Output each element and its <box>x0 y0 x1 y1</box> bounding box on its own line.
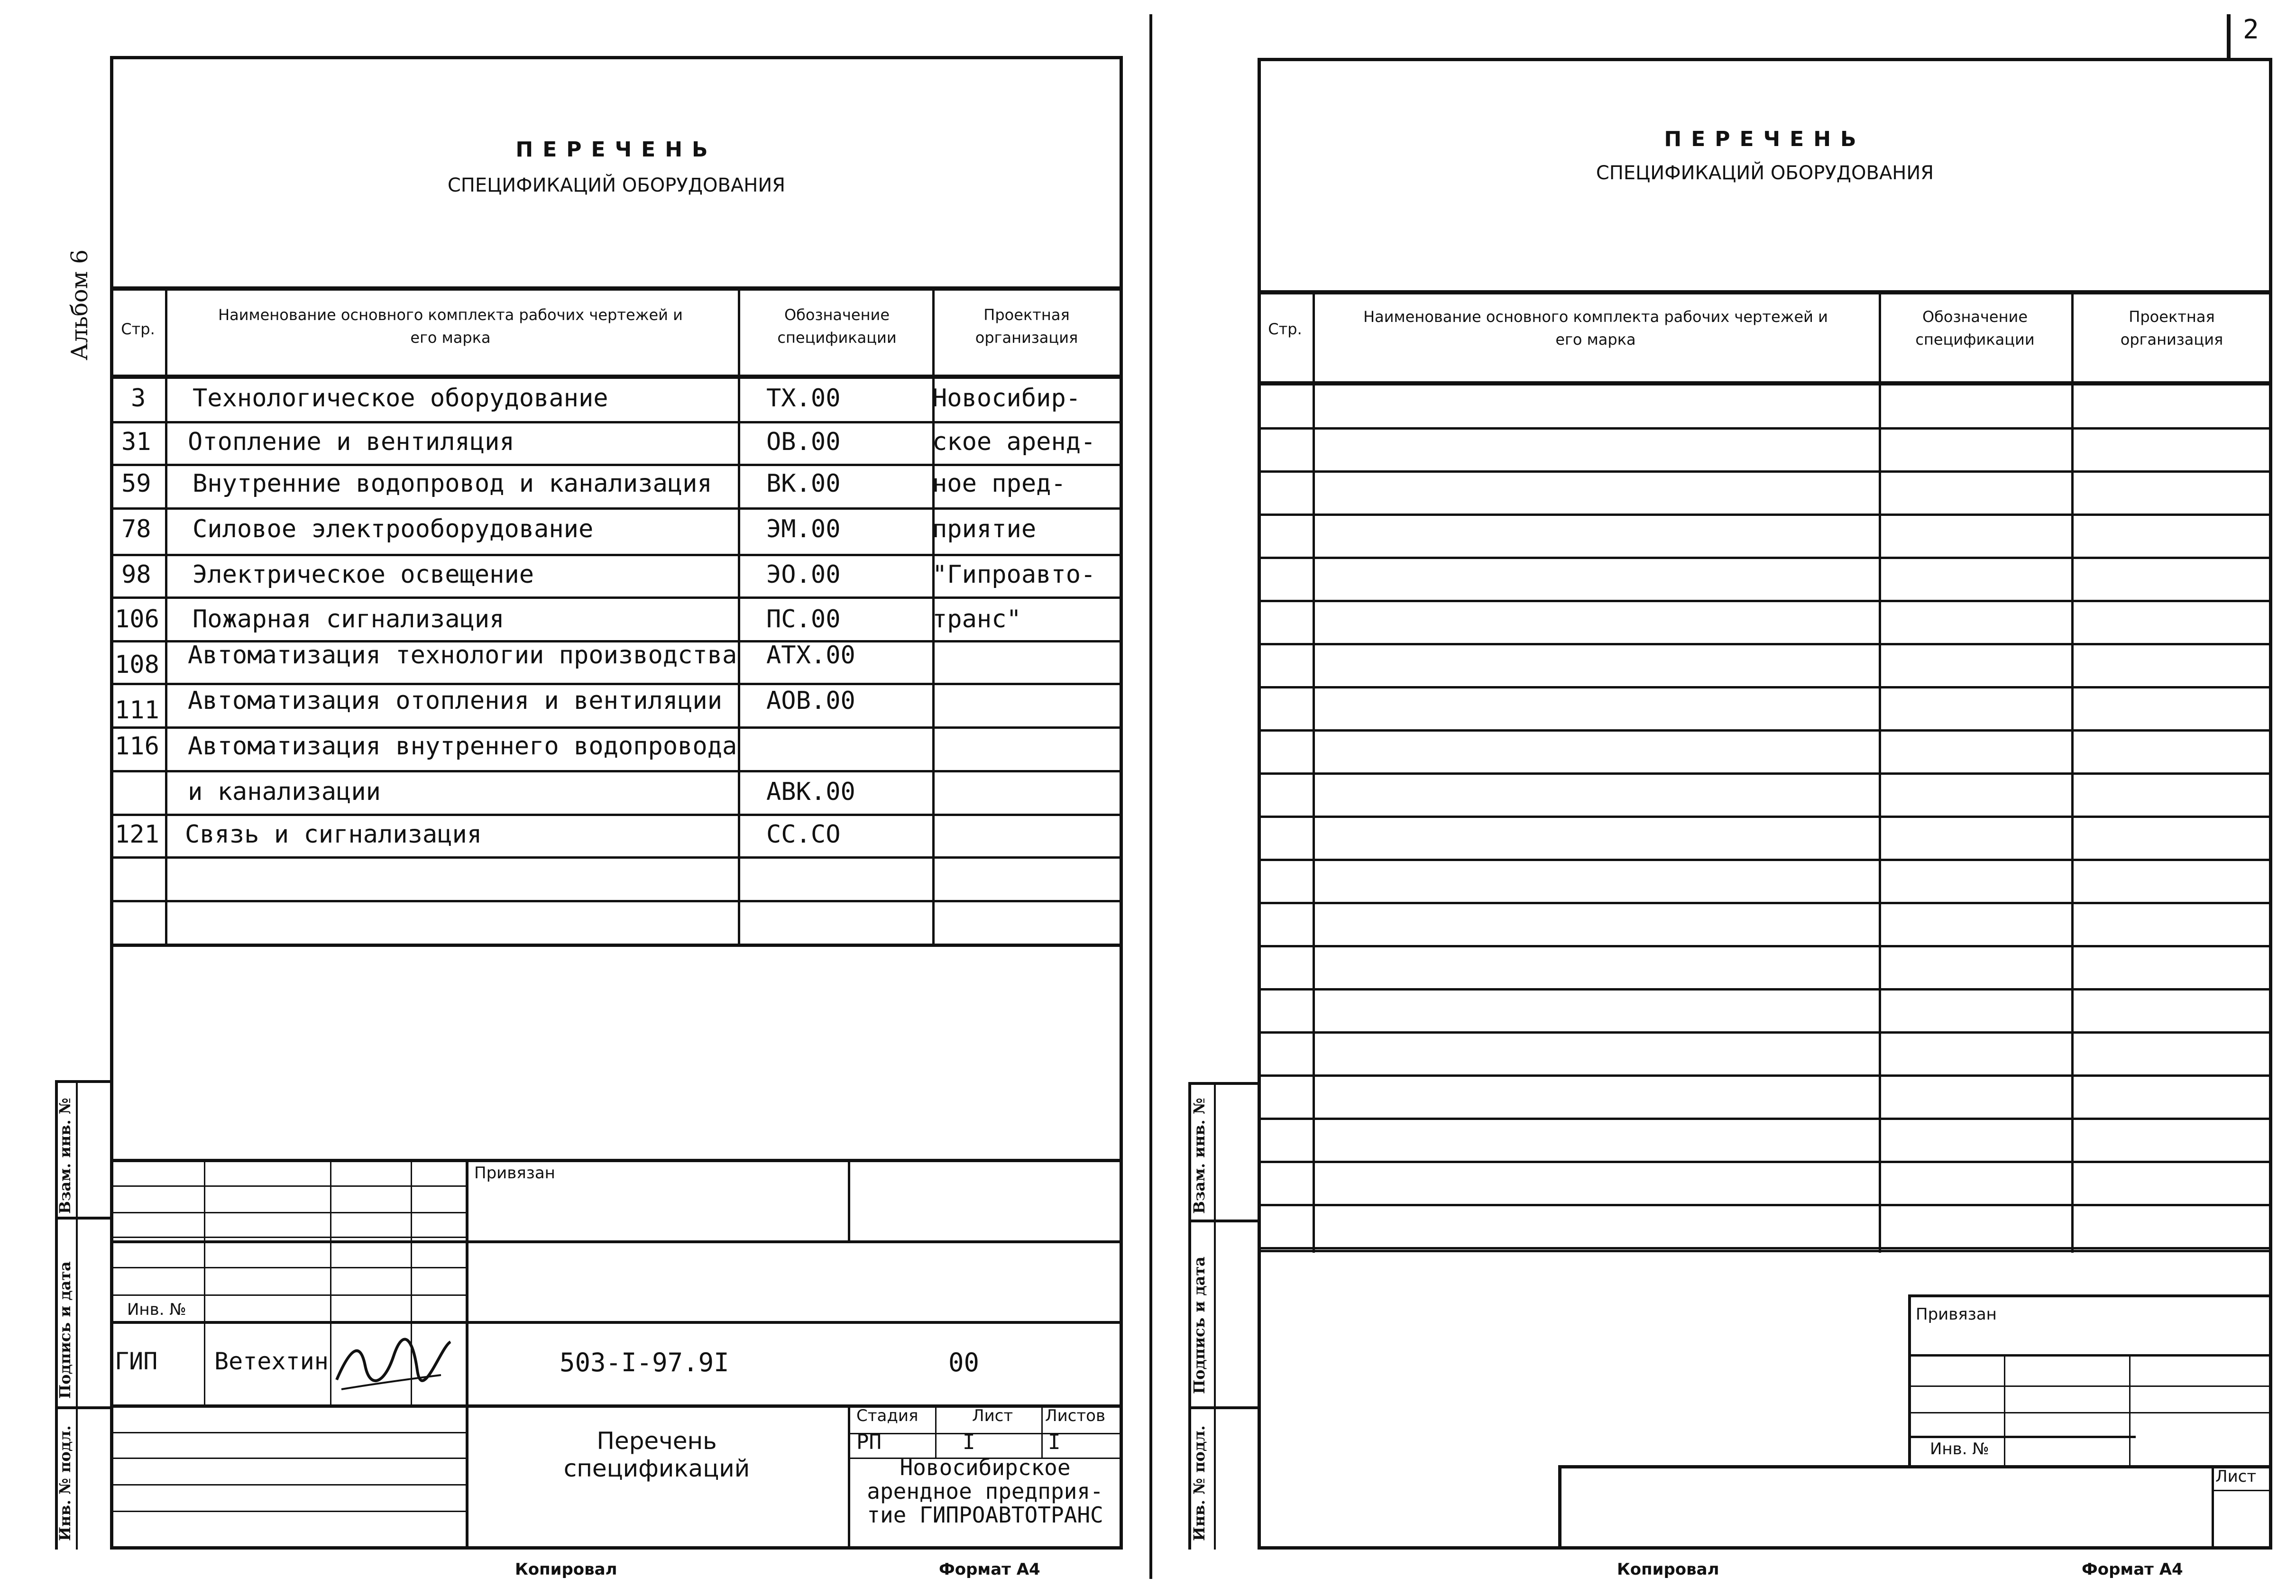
empty-table-row-line <box>1258 1161 2272 1163</box>
empty-table-row-line <box>1258 988 2272 991</box>
col-header-page: Стр. <box>121 320 155 338</box>
empty-table-row-line <box>1258 600 2272 602</box>
empty-table-row-line <box>1258 859 2272 861</box>
right-side-label-inv-podl: Инв. № подл. <box>1190 1425 1208 1541</box>
empty-table-row-line <box>1258 1250 2272 1252</box>
table-row: 111 Автоматизация отопления и вентиляции АОВ.00 <box>115 687 855 725</box>
right-stamp-list: Лист <box>2215 1467 2257 1486</box>
stamp-gip-role: ГИП <box>115 1348 158 1375</box>
col-header-organization: Проектная организация <box>975 306 1078 347</box>
stamp-stage-value: РП <box>856 1430 882 1454</box>
empty-table-row-line <box>1258 427 2272 430</box>
right-title-line1: ПЕРЕЧЕНЬ <box>1664 127 1866 151</box>
table-row: 108 Автоматизация технологии производства АТХ.00 <box>115 641 855 679</box>
table-row: 59 Внутренние водопровод и канализация ВК.00 ное пред- <box>121 469 1066 498</box>
right-side-label-podpis: Подпись и дата <box>1190 1257 1208 1394</box>
side-label-inv-podl: Инв. № подл. <box>56 1425 74 1541</box>
left-title-line1: ПЕРЕЧЕНЬ <box>515 138 717 162</box>
right-col-header-organization: Проектная организация <box>2120 308 2223 349</box>
stamp-doc-suffix: 00 <box>948 1348 980 1377</box>
table-row: и канализации АВК.00 <box>188 778 855 806</box>
right-col-header-name: Наименование основного комплекта рабочих чертежей и его марка <box>1363 308 1828 349</box>
empty-table-row-line <box>1258 470 2272 473</box>
right-title-line2: СПЕЦИФИКАЦИЙ ОБОРУДОВАНИЯ <box>1596 162 1934 184</box>
empty-table-row-line <box>1258 1031 2272 1034</box>
stamp-stage-label: Стадия <box>856 1406 918 1425</box>
right-sheet-frame <box>1258 58 2272 1550</box>
stamp-sheets-value: I <box>1048 1430 1061 1454</box>
stamp-sheet-label: Лист <box>972 1406 1013 1425</box>
stamp-privyazan: Привязан <box>474 1164 555 1183</box>
table-row: 3 Технологическое оборудование ТХ.00 Новосибир- <box>131 384 1081 413</box>
right-col-header-designation: Обозначение спецификации <box>1915 308 2035 349</box>
empty-table-row-line <box>1258 729 2272 732</box>
left-title-line2: СПЕЦИФИКАЦИЙ ОБОРУДОВАНИЯ <box>447 174 786 196</box>
fold-line <box>1149 14 1152 1579</box>
left-footer-format: Формат А4 <box>939 1560 1040 1579</box>
table-row: 98 Электрическое освещение ЭО.00 "Гипроавто- <box>121 560 1096 589</box>
album-label: Альбом 6 <box>66 249 93 360</box>
side-label-podpis: Подпись и дата <box>56 1261 74 1399</box>
empty-table-row-line <box>1258 1074 2272 1077</box>
stamp-organization: Новосибирское арендное предприя- тие ГИПРОАВТОТРАНС <box>867 1455 1103 1528</box>
signature <box>332 1328 455 1399</box>
empty-table-row-line <box>1258 514 2272 516</box>
table-row: 121 Связь и сигнализация СС.СО <box>115 820 841 849</box>
right-stamp-inv-no: Инв. № <box>1930 1440 1989 1458</box>
empty-table-row-line <box>1258 1204 2272 1206</box>
empty-table-row-line <box>1258 902 2272 904</box>
side-label-vzam: Взам. инв. № <box>56 1098 74 1214</box>
stamp-doc-code: 503-I-97.9I <box>560 1348 729 1377</box>
empty-table-row-line <box>1258 557 2272 559</box>
right-stamp-privyazan: Привязан <box>1916 1305 1997 1324</box>
stamp-sheet-value: I <box>963 1430 975 1454</box>
right-side-label-vzam: Взам. инв. № <box>1190 1098 1208 1214</box>
right-footer-format: Формат А4 <box>2082 1560 2183 1579</box>
stamp-doc-title: Перечень спецификаций <box>563 1427 750 1482</box>
page-number: 2 <box>2243 14 2259 45</box>
stamp-inv-no: Инв. № <box>127 1300 186 1319</box>
empty-table-row-line <box>1258 1247 2272 1249</box>
right-footer-copied: Копировал <box>1617 1560 1719 1579</box>
empty-table-row-line <box>1258 686 2272 688</box>
empty-table-row-line <box>1258 1118 2272 1120</box>
table-row: 78 Силовое электрооборудование ЭМ.00 приятие <box>121 515 1037 543</box>
table-row: 31 Отопление и вентиляция ОВ.00 ское аренд- <box>121 428 1096 456</box>
col-header-designation: Обозначение спецификации <box>777 306 897 347</box>
right-col-header-page: Стр. <box>1268 320 1302 338</box>
empty-table-row-line <box>1258 643 2272 645</box>
empty-table-row-line <box>1258 772 2272 775</box>
col-header-name: Наименование основного комплекта рабочих чертежей и его марка <box>218 306 683 347</box>
table-row: 106 Пожарная сигнализация ПС.00 транс" <box>115 605 1021 633</box>
table-row: 116 Автоматизация внутреннего водопровода <box>115 732 737 761</box>
empty-table-row-line <box>1258 945 2272 947</box>
stamp-sheets-label: Листов <box>1045 1406 1106 1425</box>
stamp-gip-name: Ветехтин <box>214 1348 329 1375</box>
empty-table-row-line <box>1258 816 2272 818</box>
left-footer-copied: Копировал <box>515 1560 617 1579</box>
